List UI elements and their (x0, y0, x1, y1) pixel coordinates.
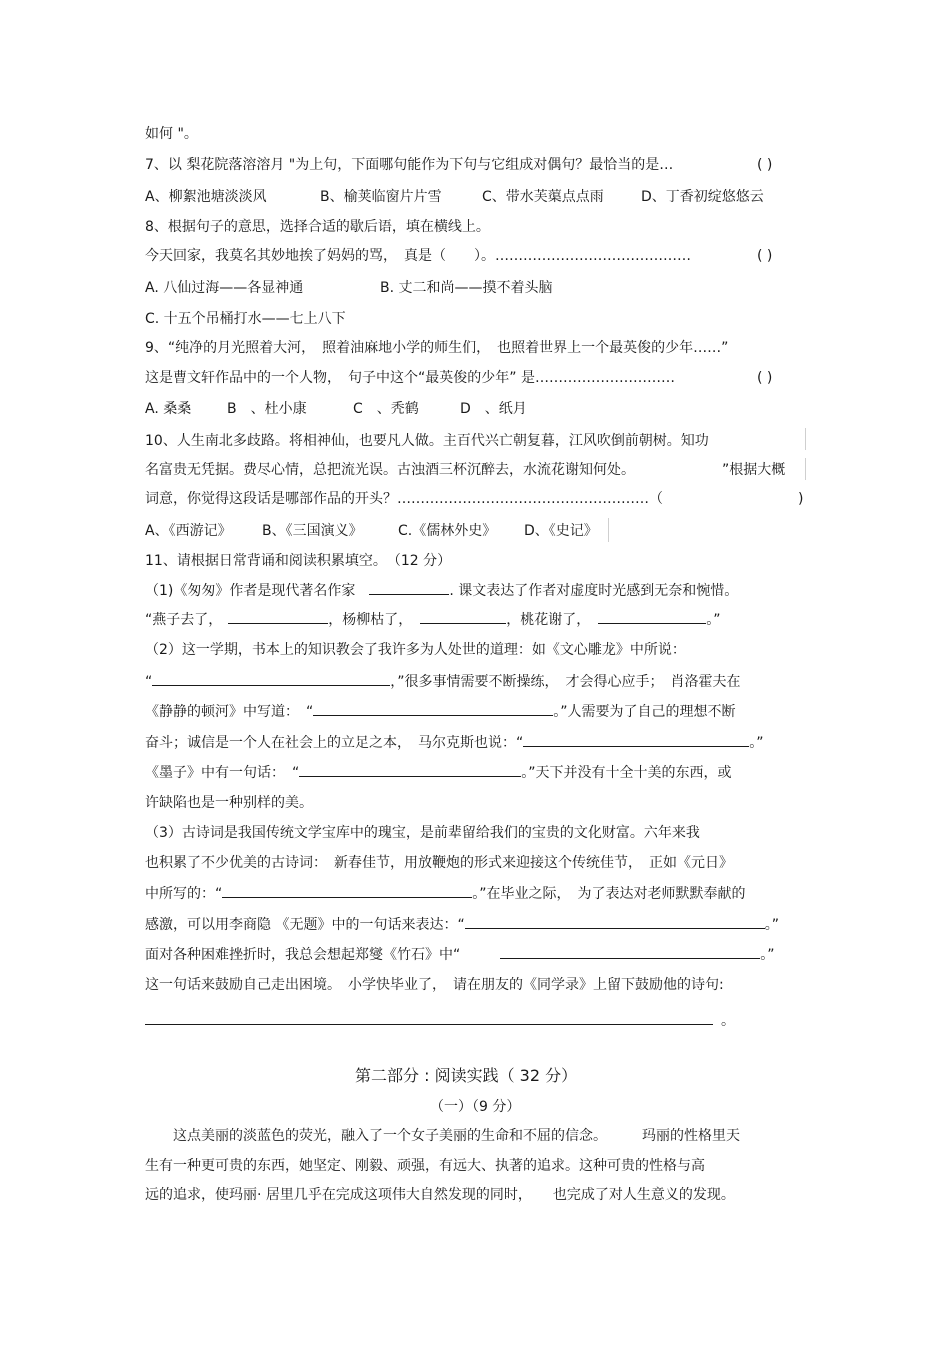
answer-blank[interactable] (420, 609, 506, 624)
question-10: 10、人生南北多歧路。将相神仙，也要凡人做。主百代兴亡朝复暮，江风吹倒前朝树。知功 (145, 433, 709, 449)
text-line: 也积累了不少优美的古诗词： 新春佳节，用放鞭炮的形式来迎接这个传统佳节， 正如《元日》 (145, 855, 733, 871)
answer-blank[interactable] (145, 1010, 713, 1025)
answer-blank[interactable] (299, 762, 521, 777)
answer-blank[interactable] (523, 732, 749, 747)
section-title: 第二部分 : 阅读实践（ 32 分） (355, 1066, 578, 1085)
answer-blank[interactable] (152, 671, 390, 686)
text-line: （3）古诗词是我国传统文学宝库中的瑰宝，是前辈留给我们的宝贵的文化财富。六年来我 (145, 825, 700, 841)
text-line: （2）这一学期，书本上的知识教会了我许多为人处世的道理：如《文心雕龙》中所说： (145, 642, 686, 658)
option-c: C、带水芙蕖点点雨 (482, 189, 604, 205)
paragraph-line: 这点美丽的淡蓝色的荧光，融入了一个女子美丽的生命和不屈的信念。 玛丽的性格里天 (173, 1128, 740, 1144)
option-a: A. 八仙过海——各显神通 (145, 280, 304, 296)
option-a: A、柳絮池塘淡淡风 (145, 189, 267, 205)
question-7: 7、以 梨花院落溶溶月 "为上句，下面哪句能作为下句与它组成对偶句？最恰当的是… (145, 157, 674, 173)
option-b: B、榆荚临窗片片雪 (320, 189, 442, 205)
option-b: B. 丈二和尚——摸不着头脑 (380, 280, 553, 296)
text-line: 许缺陷也是一种别样的美。 (145, 795, 313, 811)
text-segment: “燕子去了， (145, 612, 223, 628)
answer-paren: ( ) (757, 157, 773, 173)
fill-line (145, 944, 775, 965)
answer-blank[interactable] (465, 914, 765, 929)
text-segment: . 课文表达了作者对虚度时光感到无奈和惋惜。 (449, 583, 739, 599)
text-segment: 。” (760, 947, 775, 963)
option-b: B 、杜小康 (227, 401, 307, 417)
text-segment: 。”在毕业之际， 为了表达对老师默默奉献的 (472, 886, 746, 902)
text-segment: 中所写的：“ (145, 886, 223, 902)
option-d: D、《史记》 (524, 523, 598, 539)
fill-line (145, 1010, 735, 1031)
fill-line (145, 762, 732, 783)
text-segment: 《墨子》中有一句话： “ (145, 765, 300, 781)
text-segment: 。”天下并没有十全十美的东西，或 (521, 765, 732, 781)
text-segment: ，桃花谢了， (506, 612, 591, 628)
question-9-sentence: 这是曹文轩作品中的一个人物， 句子中这个“最英俊的少年” 是………………………… (145, 370, 675, 386)
question-11: 11、请根据日常背诵和阅读积累填空。 （12 分） (145, 553, 452, 569)
option-c: C.《儒林外史》 (398, 523, 497, 539)
text-segment: 。”人需要为了自己的理想不断 (553, 704, 736, 720)
answer-blank[interactable] (369, 580, 449, 595)
text-segment: 。” (764, 917, 779, 933)
text-segment: 感激，可以用李商隐 《无题》中的一句话来表达：“ (145, 917, 465, 933)
text-segment: ，杨柳枯了， (328, 612, 413, 628)
option-d: D、丁香初绽悠悠云 (641, 189, 764, 205)
text-segment: 。” (749, 735, 764, 751)
fill-line (145, 609, 721, 630)
fill-line (145, 883, 746, 904)
question-9: 9、“纯净的月光照着大河， 照着油麻地小学的师生们， 也照着世界上一个最英俊的少年……” (145, 340, 729, 356)
fill-line (145, 580, 738, 601)
scan-line (608, 518, 609, 542)
text-segment: 面对各种困难挫折时，我总会想起郑燮《竹石》中“ (145, 947, 461, 963)
option-a: A. 桑桑 (145, 401, 192, 417)
answer-blank[interactable] (313, 701, 553, 716)
fill-line (145, 732, 764, 753)
answer-blank[interactable] (500, 944, 760, 959)
question-10-line-3: 词意，你觉得这段话是哪部作品的开头？………………………………………………（ (145, 491, 663, 507)
paragraph-line: 生有一种更可贵的东西，她坚定、刚毅、顽强，有远大、执著的追求。这种可贵的性格与高 (145, 1158, 705, 1174)
text-line: 如何 "。 (145, 126, 198, 142)
fill-line (145, 914, 779, 935)
text-segment: （1)《匆匆》作者是现代著名作家 (145, 583, 356, 599)
text-segment: 奋斗；诚信是一个人在社会上的立足之本， 马尔克斯也说：“ (145, 735, 524, 751)
answer-blank[interactable] (222, 883, 472, 898)
text-segment: 。” (706, 612, 721, 628)
subsection-title: （一）（9 分） (430, 1099, 521, 1115)
question-8: 8、根据句子的意思，选择合适的歇后语，填在横线上。 (145, 219, 490, 235)
text-segment: “ (145, 674, 153, 690)
answer-blank[interactable] (228, 609, 328, 624)
option-c: C 、秃鹤 (353, 401, 419, 417)
text-line: 这一句话来鼓励自己走出困境。 小学快毕业了， 请在朋友的《同学录》上留下鼓励他的诗句: (145, 977, 724, 993)
fill-line (145, 671, 741, 692)
question-10-line-2: 名富贵无凭据。费尽心情，总把流光误。古浊酒三杯沉醉去，水流花谢知何处。 (145, 462, 635, 478)
answer-paren: ( ) (757, 370, 773, 386)
option-d: D 、纸月 (460, 401, 527, 417)
question-10-line-2-end: ”根据大概 (722, 462, 786, 478)
question-8-sentence: 今天回家，我莫名其妙地挨了妈妈的骂， 真是（ ）。…………………………………… (145, 248, 691, 264)
fill-line (145, 701, 736, 722)
scan-line (805, 428, 806, 450)
text-segment: 《静静的顿河》中写道： “ (145, 704, 314, 720)
text-segment: ，”很多事情需要不断操练， 才会得心应手； 肖洛霍夫在 (390, 674, 741, 690)
option-c: C. 十五个吊桶打水——七上八下 (145, 311, 346, 327)
option-a: A、《西游记》 (145, 523, 232, 539)
scan-line (805, 458, 806, 480)
answer-paren-close: ) (798, 491, 804, 507)
answer-blank[interactable] (598, 609, 706, 624)
option-b: B、《三国演义》 (262, 523, 363, 539)
paragraph-line: 远的追求，使玛丽· 居里几乎在完成这项伟大自然发现的同时， 也完成了对人生意义的发现。 (145, 1187, 735, 1203)
answer-paren: ( ) (757, 248, 773, 264)
text-segment: 。 (721, 1013, 735, 1029)
